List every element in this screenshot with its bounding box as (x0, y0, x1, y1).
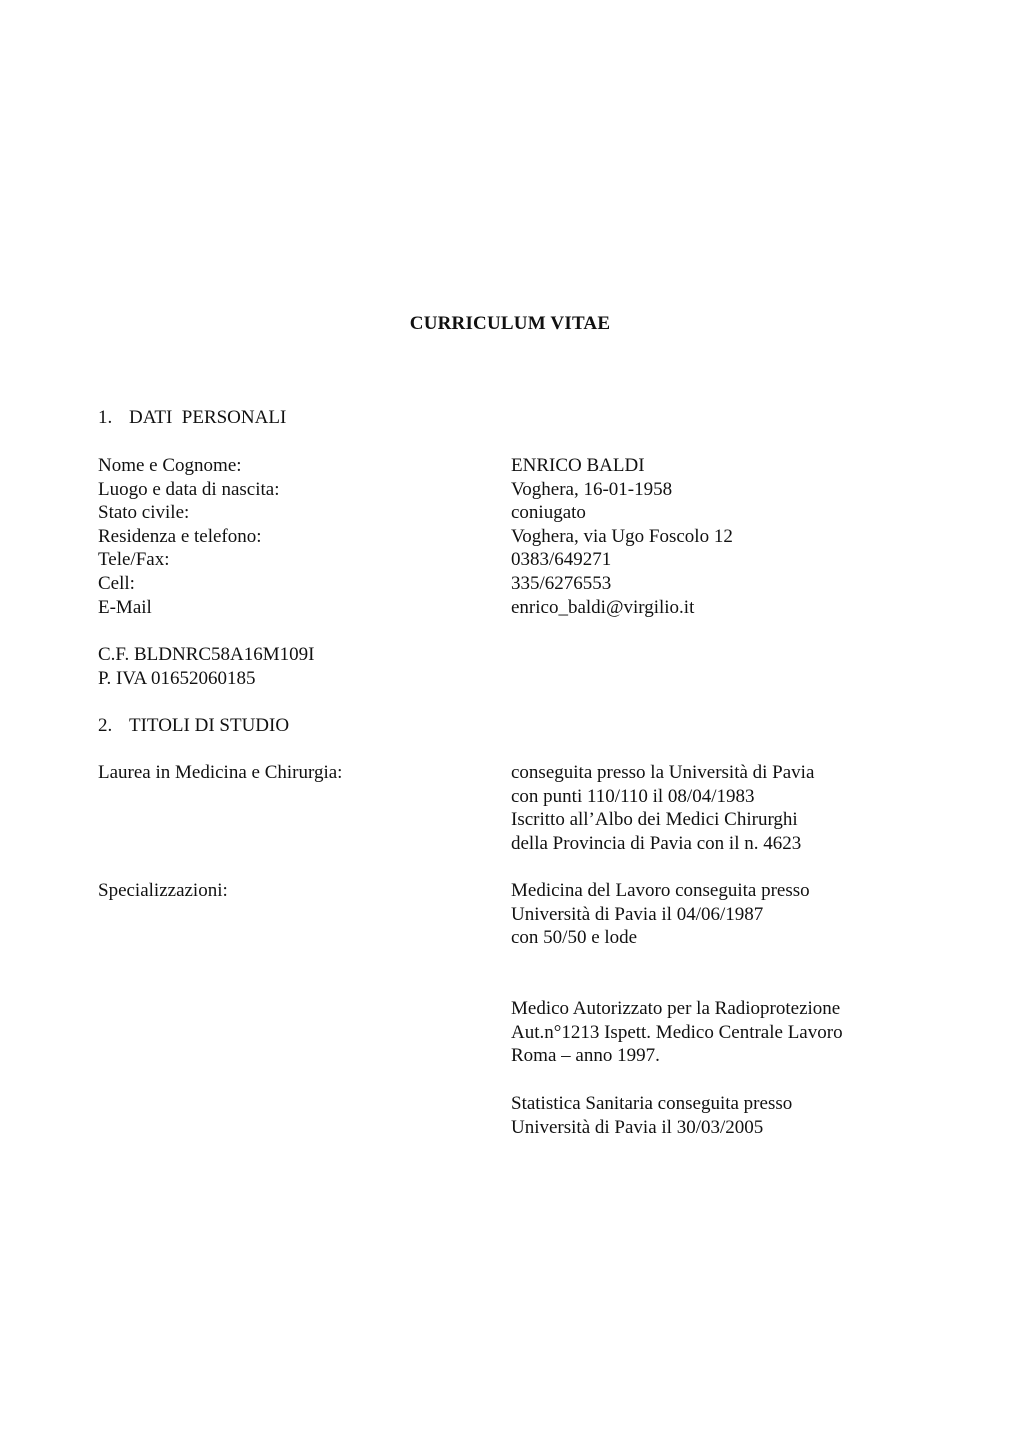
laurea-label: Laurea in Medicina e Chirurgia: (98, 762, 343, 783)
radioprotezione-details (511, 997, 843, 1068)
field-label: E-Mail (98, 596, 152, 618)
field-value: Voghera, 16-01-1958 (511, 478, 673, 500)
field-label: Stato civile: (98, 502, 190, 524)
codice-fiscale: C.F. BLDNRC58A16M109I (98, 644, 315, 665)
section-1-heading (98, 406, 286, 430)
field-value: ENRICO BALDI (511, 455, 645, 476)
field-value: 335/6276553 (511, 573, 612, 594)
section-1-title: DATI PERSONALI (129, 407, 287, 428)
field-value: Voghera, via Ugo Foscolo 12 (511, 525, 733, 547)
laurea-line: conseguita presso la Università di Pavia (511, 762, 815, 783)
laurea-details (511, 761, 814, 855)
section-2-heading (98, 714, 289, 738)
specializzazioni-details (511, 879, 810, 950)
field-label: Residenza e telefono: (98, 525, 262, 547)
field-value: coniugato (511, 502, 586, 524)
field-label: Nome e Cognome: (98, 455, 242, 476)
radioprotezione-line: Medico Autorizzato per la Radioprotezione (511, 998, 841, 1019)
specializzazione-line: Università di Pavia il 04/06/1987 (511, 903, 764, 925)
section-2-title: TITOLI DI STUDIO (129, 715, 290, 736)
section-1-number: 1. (98, 407, 113, 428)
radioprotezione-line: Aut.n°1213 Ispett. Medico Centrale Lavoro (511, 1021, 843, 1043)
specializzazione-line: con 50/50 e lode (511, 927, 638, 949)
laurea-line: Iscritto all’Albo dei Medici Chirurghi (511, 809, 798, 831)
field-label: Tele/Fax: (98, 549, 170, 571)
radioprotezione-line: Roma – anno 1997. (511, 1045, 660, 1067)
statistica-line: Università di Pavia il 30/03/2005 (511, 1116, 764, 1138)
partita-iva: P. IVA 01652060185 (98, 667, 256, 689)
field-value: 0383/649271 (511, 549, 612, 571)
email-value: enrico_baldi@virgilio.it (511, 596, 695, 618)
specializzazioni-label: Specializzazioni: (98, 880, 228, 901)
laurea-line: con punti 110/110 il 08/04/1983 (511, 785, 755, 807)
statistica-details (511, 1092, 792, 1139)
laurea-line: della Provincia di Pavia con il n. 4623 (511, 832, 802, 854)
section-2-number: 2. (98, 715, 113, 736)
specializzazione-line: Medicina del Lavoro conseguita presso (511, 880, 810, 901)
field-label: Luogo e data di nascita: (98, 478, 280, 500)
document-title: CURRICULUM VITAE (409, 313, 611, 334)
field-label: Cell: (98, 573, 135, 594)
statistica-line: Statistica Sanitaria conseguita presso (511, 1093, 793, 1114)
